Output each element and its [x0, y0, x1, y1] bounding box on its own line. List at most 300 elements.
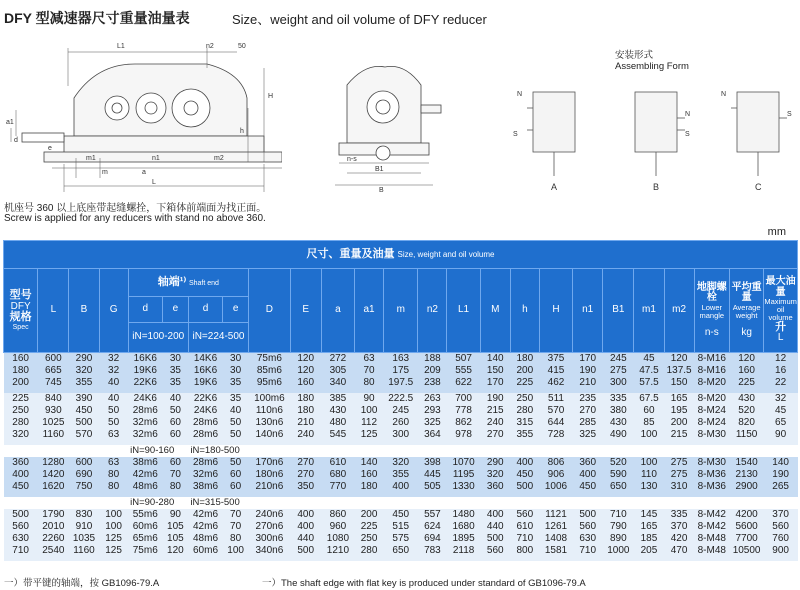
table-cell: 165: [664, 393, 694, 405]
model-cell: 560: [4, 521, 38, 533]
side-view-drawing: [325, 45, 445, 195]
table-cell: 32m6: [128, 429, 162, 445]
table-cell: 60m6: [188, 545, 222, 561]
table-cell: 644: [539, 417, 572, 429]
note-en: Screw is applied for any reducers with stand no above 360.: [4, 213, 266, 224]
assembling-title-cn: 安装形式: [615, 50, 654, 61]
table-cell: 22K6: [188, 393, 222, 405]
table-cell: 1070: [447, 457, 480, 469]
table-cell: 1620: [38, 481, 69, 497]
table-cell: 690: [69, 469, 99, 481]
table-cell: 50: [99, 417, 128, 429]
table-cell: 112: [355, 417, 384, 429]
table-cell: 2118: [447, 545, 480, 561]
table-cell: 1480: [447, 509, 480, 521]
col-a1: a1: [355, 269, 384, 353]
table-cell: 238: [418, 377, 447, 393]
table-cell: 80: [223, 533, 249, 545]
table-cell: 125: [99, 533, 128, 545]
table-cell: 560: [510, 509, 539, 521]
form-c-label: C: [755, 182, 762, 192]
col-a: a: [321, 269, 354, 353]
table-cell: 1035: [69, 533, 99, 545]
dim-50: 50: [238, 43, 246, 50]
model-cell: 400: [4, 469, 38, 481]
form-a-n-label: N: [517, 91, 523, 98]
dim-B1: B1: [375, 166, 384, 173]
dim-h: h: [240, 128, 244, 135]
table-cell: 125: [99, 545, 128, 561]
col-B: B: [69, 269, 99, 353]
table-cell: 340: [321, 377, 354, 393]
table-cell: 978: [447, 429, 480, 445]
table-cell: 160: [729, 365, 763, 377]
table-cell: 500: [69, 417, 99, 429]
table-cell: 150: [664, 377, 694, 393]
col-weight: [729, 269, 763, 353]
oil-unit: L: [777, 332, 784, 344]
table-cell: 507: [447, 353, 480, 366]
table-cell: 430: [321, 405, 354, 417]
table-cell: 500: [480, 533, 510, 545]
table-cell: 650: [384, 545, 418, 561]
table-cell: 375: [539, 353, 572, 366]
table-cell: 140: [480, 353, 510, 366]
table-cell: 440: [480, 521, 510, 533]
table-cell: 190: [764, 469, 798, 481]
table-cell: 125: [355, 429, 384, 445]
table-cell: 320: [384, 457, 418, 469]
table-cell: 750: [69, 481, 99, 497]
table-row: [4, 365, 798, 377]
table-cell: 590: [603, 469, 634, 481]
table-cell: 160: [355, 469, 384, 481]
table-cell: 760: [764, 533, 798, 545]
table-cell: 665: [38, 365, 69, 377]
table-cell: 790: [603, 521, 634, 533]
spec-table-body: [4, 353, 798, 562]
model-cell: 500: [4, 509, 38, 521]
table-cell: 300: [384, 429, 418, 445]
table-cell: 8-M30: [694, 457, 729, 469]
table-cell: 19K6: [188, 377, 222, 393]
table-cell: 400: [290, 521, 321, 533]
form-a-s-label: S: [513, 131, 518, 138]
table-cell: 570: [539, 405, 572, 417]
table-cell: 22K6: [128, 377, 162, 393]
table-cell: 28m6: [188, 429, 222, 445]
spec-table-wrap: [3, 240, 798, 561]
table-cell: 275: [603, 365, 634, 377]
table-cell: 400: [290, 509, 321, 521]
table-cell: 500: [573, 509, 603, 521]
weight-unit: kg: [741, 326, 752, 338]
table-cell: 180n6: [249, 469, 291, 481]
table-row: [4, 417, 798, 429]
table-row: [4, 457, 798, 469]
table-cell: 8-M36: [694, 469, 729, 481]
col-L: L: [38, 269, 69, 353]
table-cell: 170: [480, 377, 510, 393]
table-cell: 290: [69, 353, 99, 366]
table-cell: 60: [223, 469, 249, 481]
col-bolt: [694, 269, 729, 353]
table-cell: 30: [223, 353, 249, 366]
table-cell: 285: [573, 417, 603, 429]
table-cell: 200: [510, 365, 539, 377]
table-cell: 1895: [447, 533, 480, 545]
table-row: [4, 545, 798, 561]
table-cell: 10500: [729, 545, 763, 561]
table-cell: 47.5: [634, 365, 664, 377]
table-cell: 16K6: [188, 365, 222, 377]
table-cell: 500: [290, 545, 321, 561]
footnote-en: 一）The shaft edge with flat key is produced under standard of GB1096-79.A: [262, 578, 586, 589]
table-cell: 245: [384, 405, 418, 417]
subheader-spacer: [4, 445, 129, 457]
table-cell: 28m6: [188, 457, 222, 469]
col-D: D: [249, 269, 291, 353]
table-cell: 560: [573, 521, 603, 533]
table-cell: 770: [321, 481, 354, 497]
table-cell: 490: [603, 429, 634, 445]
table-cell: 120: [729, 353, 763, 366]
table-cell: 280: [510, 405, 539, 417]
table-cell: 272: [321, 353, 354, 366]
table-cell: 340n6: [249, 545, 291, 561]
dim-e: e: [48, 145, 52, 152]
table-cell: 280: [355, 545, 384, 561]
table-row: [4, 405, 798, 417]
model-cell: 180: [4, 365, 38, 377]
dim-B: B: [379, 187, 384, 194]
model-cell: 360: [4, 457, 38, 469]
table-cell: 215: [480, 405, 510, 417]
front-view-drawing: [2, 28, 282, 196]
table-cell: 680: [321, 469, 354, 481]
table-cell: 1330: [447, 481, 480, 497]
model-cell: 200: [4, 377, 38, 393]
table-cell: 38m6: [188, 481, 222, 497]
table-cell: 270n6: [249, 521, 291, 533]
table-cell: 32m6: [188, 469, 222, 481]
table-cell: 900: [764, 545, 798, 561]
table-cell: 100: [99, 521, 128, 533]
table-cell: 470: [664, 545, 694, 561]
table-cell: 1025: [38, 417, 69, 429]
table-cell: 1790: [38, 509, 69, 521]
table-cell: 67.5: [634, 393, 664, 405]
table-cell: 250: [510, 393, 539, 405]
form-b-s-label: S: [685, 131, 690, 138]
table-cell: 8-M42: [694, 521, 729, 533]
table-cell: 380: [603, 405, 634, 417]
model-cell: 160: [4, 353, 38, 366]
table-cell: 1080: [321, 533, 354, 545]
table-cell: 450: [573, 481, 603, 497]
table-cell: 65m6: [128, 533, 162, 545]
table-cell: 622: [447, 377, 480, 393]
table-cell: 555: [447, 365, 480, 377]
table-cell: 60: [162, 457, 188, 469]
table-cell: 270: [480, 429, 510, 445]
bolt-unit: n-s: [704, 326, 719, 338]
model-cell: 250: [4, 405, 38, 417]
table-cell: 80: [99, 481, 128, 497]
table-cell: 360: [573, 457, 603, 469]
table-cell: 1160: [69, 545, 99, 561]
table-cell: 65: [764, 417, 798, 429]
table-cell: 240: [480, 417, 510, 429]
table-cell: 315: [510, 417, 539, 429]
table-cell: 60: [162, 417, 188, 429]
table-cell: 90: [162, 509, 188, 521]
table-cell: 180: [355, 481, 384, 497]
table-cell: 1408: [539, 533, 572, 545]
table-cell: 2260: [38, 533, 69, 545]
note-cn: 机座号 360 以上底座带起缝螺拴，下箱体前端面为找正面。: [4, 203, 267, 214]
table-cell: 225: [510, 377, 539, 393]
table-cell: 14K6: [188, 353, 222, 366]
table-cell: 890: [603, 533, 634, 545]
col-in2: iN=224-500: [188, 323, 248, 353]
form-a-label: A: [551, 182, 558, 192]
table-cell: 450: [69, 405, 99, 417]
table-cell: 140: [355, 457, 384, 469]
col-oil: [764, 269, 798, 353]
table-cell: 1195: [447, 469, 480, 481]
col-E: E: [290, 269, 321, 353]
table-cell: 355: [384, 469, 418, 481]
table-cell: 8-M20: [694, 393, 729, 405]
table-cell: 63: [99, 429, 128, 445]
table-cell: 505: [418, 481, 447, 497]
table-cell: 180: [290, 405, 321, 417]
table-cell: 70: [223, 509, 249, 521]
table-row: [4, 481, 798, 497]
table-cell: 7700: [729, 533, 763, 545]
table-cell: 8-M20: [694, 377, 729, 393]
table-cell: 300: [603, 377, 634, 393]
table-row: [4, 353, 798, 366]
table-cell: 235: [573, 393, 603, 405]
table-cell: 610: [321, 457, 354, 469]
table-row: [4, 533, 798, 545]
table-cell: 745: [38, 377, 69, 393]
table-cell: 325: [418, 417, 447, 429]
table-cell: 8-M36: [694, 481, 729, 497]
table-cell: 35: [223, 377, 249, 393]
table-cell: 225: [355, 521, 384, 533]
table-cell: 120: [162, 545, 188, 561]
subheader-spacer: [4, 497, 129, 509]
table-cell: 1420: [38, 469, 69, 481]
form-c-s-label: S: [787, 111, 792, 118]
table-cell: 180: [510, 353, 539, 366]
table-row: [4, 469, 798, 481]
table-cell: 515: [384, 521, 418, 533]
table-cell: 40: [99, 393, 128, 405]
table-cell: 32m6: [128, 417, 162, 429]
table-cell: 778: [447, 405, 480, 417]
table-cell: 710: [573, 545, 603, 561]
table-cell: 55m6: [128, 509, 162, 521]
table-cell: 100: [634, 457, 664, 469]
table-cell: 30: [162, 353, 188, 366]
col-L1: L1: [447, 269, 480, 353]
dim-a: a: [142, 169, 146, 176]
table-main-header: [4, 241, 798, 269]
form-b-label: B: [653, 182, 660, 192]
shaft-en: Shaft end: [188, 279, 219, 287]
col-B1: B1: [603, 269, 634, 353]
table-cell: 80: [355, 377, 384, 393]
dim-m1: m1: [86, 155, 96, 162]
table-cell: 400: [480, 509, 510, 521]
table-cell: 209: [418, 365, 447, 377]
unit-label: mm: [767, 226, 786, 238]
bolt-cn: 地脚螺栓: [696, 281, 727, 304]
table-cell: 40: [162, 393, 188, 405]
table-cell: 1006: [539, 481, 572, 497]
table-cell: 360: [480, 481, 510, 497]
col-n2: n2: [418, 269, 447, 353]
table-cell: 48m6: [128, 481, 162, 497]
table-row: [4, 429, 798, 445]
table-cell: 630: [573, 533, 603, 545]
table-cell: 1160: [38, 429, 69, 445]
model-cn2: 规格: [9, 311, 32, 324]
form-c-n-label: N: [721, 91, 727, 98]
table-cell: 16K6: [128, 353, 162, 366]
table-cell: 195: [664, 405, 694, 417]
model-en: Spec: [12, 323, 29, 331]
dim-n1: n1: [152, 155, 160, 162]
table-cell: 130: [634, 481, 664, 497]
ratio-range-label: iN=90-160: [128, 445, 188, 457]
col-m: m: [384, 269, 418, 353]
table-cell: 370: [664, 521, 694, 533]
table-cell: 205: [634, 545, 664, 561]
table-cell: 390: [69, 393, 99, 405]
bolt-en: Lower mangle: [699, 302, 725, 320]
table-cell: 5600: [729, 521, 763, 533]
table-cell: 310: [664, 481, 694, 497]
table-cell: 70: [162, 469, 188, 481]
table-cell: 240n6: [249, 509, 291, 521]
table-cell: 150: [480, 365, 510, 377]
ratio-range-label: iN=315-500: [188, 497, 248, 509]
table-cell: 1210: [321, 545, 354, 561]
form-b-n-label: N: [685, 111, 691, 118]
col-m2: m2: [664, 269, 694, 353]
model-cell: 450: [4, 481, 38, 497]
table-cell: 42m6: [128, 469, 162, 481]
table-cell: 511: [539, 393, 572, 405]
table-cell: 370: [764, 509, 798, 521]
col-m1: m1: [634, 269, 664, 353]
table-row: [4, 509, 798, 521]
table-cell: 35: [162, 365, 188, 377]
table-cell: 100m6: [249, 393, 291, 405]
table-cell: 12: [764, 353, 798, 366]
table-row: [4, 521, 798, 533]
table-cell: 215: [664, 429, 694, 445]
table-cell: 110n6: [249, 405, 291, 417]
table-cell: 930: [38, 405, 69, 417]
table-cell: 120: [664, 353, 694, 366]
table-cell: 137.5: [664, 365, 694, 377]
table-cell: 8-M24: [694, 417, 729, 429]
table-cell: 45: [634, 353, 664, 366]
table-cell: 60: [223, 481, 249, 497]
col-in1: iN=100-200: [128, 323, 188, 353]
table-cell: 830: [69, 509, 99, 521]
table-cell: 48m6: [188, 533, 222, 545]
main-header-cn: 尺寸、重量及油量: [306, 247, 395, 260]
table-cell: 2130: [729, 469, 763, 481]
table-cell: 1261: [539, 521, 572, 533]
table-cell: 105: [162, 533, 188, 545]
table-cell: 910: [69, 521, 99, 533]
assembling-forms: [505, 78, 795, 196]
col-model: [4, 269, 38, 353]
table-cell: 862: [447, 417, 480, 429]
ratio-range-label: iN=180-500: [188, 445, 248, 457]
table-cell: 60: [162, 429, 188, 445]
table-cell: 1121: [539, 509, 572, 521]
table-row: [4, 377, 798, 393]
dim-n2: n2: [206, 43, 214, 50]
col-e1: e: [162, 297, 188, 323]
table-cell: 60: [634, 405, 664, 417]
table-cell: 570: [69, 429, 99, 445]
weight-cn: 平均重量: [731, 281, 762, 304]
model-dfy: DFY: [10, 300, 31, 312]
table-cell: 430: [603, 417, 634, 429]
table-cell: 800: [510, 545, 539, 561]
table-cell: 70: [223, 521, 249, 533]
table-cell: 2900: [729, 481, 763, 497]
table-cell: 210n6: [249, 481, 291, 497]
table-cell: 63: [355, 353, 384, 366]
table-cell: 400: [384, 481, 418, 497]
col-n1: n1: [573, 269, 603, 353]
model-cell: 280: [4, 417, 38, 429]
table-cell: 710: [603, 509, 634, 521]
col-e2: e: [223, 297, 249, 323]
table-cell: 75m6: [128, 545, 162, 561]
table-cell: 520: [729, 405, 763, 417]
table-cell: 16: [764, 365, 798, 377]
table-cell: 35: [162, 377, 188, 393]
subheader-spacer: [249, 445, 798, 457]
table-cell: 50: [223, 417, 249, 429]
table-cell: 210: [573, 377, 603, 393]
table-cell: 335: [603, 393, 634, 405]
table-cell: 440: [290, 533, 321, 545]
table-cell: 430: [729, 393, 763, 405]
table-cell: 710: [510, 533, 539, 545]
table-cell: 35: [223, 393, 249, 405]
table-cell: 500: [510, 481, 539, 497]
table-cell: 8-M30: [694, 429, 729, 445]
table-cell: 100: [223, 545, 249, 561]
col-h: h: [510, 269, 539, 353]
table-cell: 50: [99, 405, 128, 417]
title-cn: DFY 型减速器尺寸重量油量表: [4, 10, 190, 26]
table-cell: 240: [290, 429, 321, 445]
